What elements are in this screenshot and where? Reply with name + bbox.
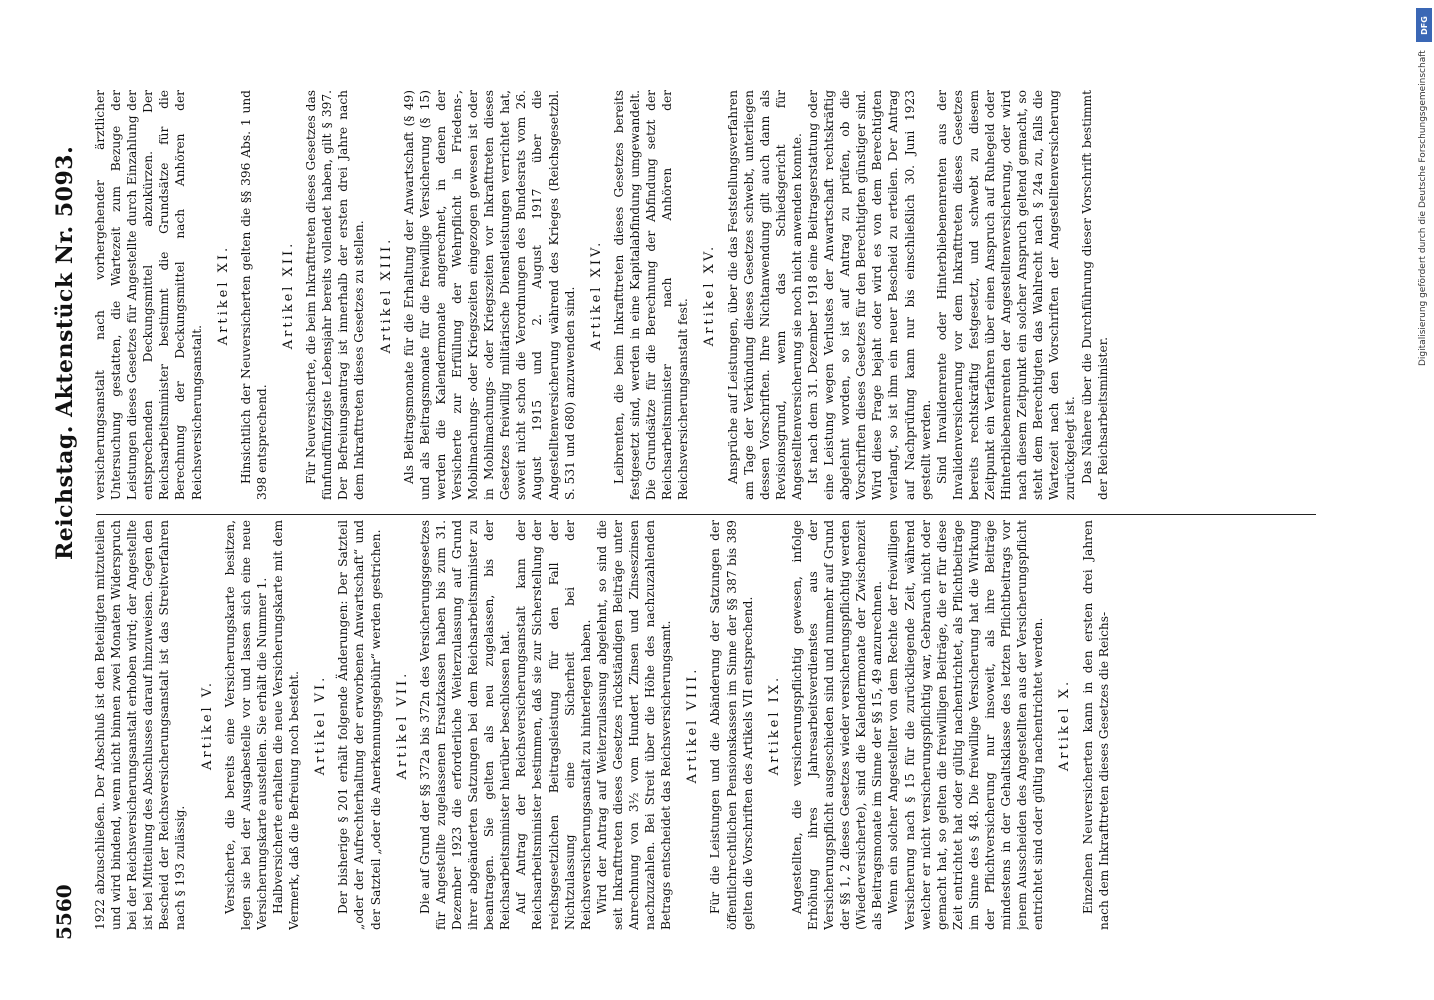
column-divider: [96, 514, 1316, 515]
funding-note: Digitalisierung gefördert durch die Deutsche Forschungsgemeinschaft: [1418, 50, 1428, 366]
paragraph: Einzelnen Neuversicherten kann in den ersten drei Jahren nach dem Inkrafttreten dieses Gesetzes die Reichs-: [1080, 520, 1111, 930]
article-heading: Artikel IX.: [766, 674, 782, 776]
paragraph: Halbversicherte erhalten die neue Versicherungskarte mit dem Vermerk, daß die Befreiung noch besteht.: [271, 520, 302, 930]
article-heading: Artikel XV.: [702, 243, 718, 347]
paragraph: Ist nach dem 31. Dezember 1918 eine Beitragserstattung oder eine Leistung wegen Verlustes der Anwartschaft rechtskräftig abgelehnt worden, so ist auf Antrag zu prüfen, ob die Vorschriften dieses Gesetzes für den Berechtigten günstiger sind. Wird diese Frage bejaht oder wird es von dem Berechtigten verlangt, so ist ihm ein neuer Bescheid zu erteilen. Der Antrag auf Nachprüfung kann nur bis einschließlich 30. Juni 1923 gestellt werden.: [805, 90, 933, 500]
article-heading: Artikel VIII.: [685, 666, 701, 784]
paragraph: Die auf Grund der §§ 372a bis 372n des Versicherungsgesetzes für Angestellte zugelassenen Ersatzkassen haben bis zum 31. Dezember 1923 die erforderliche Weiterzulassung auf Grund ihrer abgeänderten Satzungen bei dem Reichsarbeitsminister zu beantragen. Sie gelten als neu zugelassen, bis der Reichsarbeitsminister hierüber beschlossen hat.: [417, 520, 513, 930]
paragraph: Das Nähere über die Durchführung dieser Vorschrift bestimmt der Reichsarbeitsminister.: [1079, 90, 1110, 500]
paragraph: Sind Invalidenrente oder Hinterbliebenenrenten aus der Invalidenversicherung vor dem Inkrafttreten dieses Gesetzes bereits rechtskräftig festgesetzt, und schwebt zu diesem Zeitpunkt ein Verfahren über einen Anspruch auf Ruhegeld oder Hinterbliebenenrenten der Angestelltenversicherung, oder wird nach diesem Zeitpunkt ein solcher Anspruch geltend gemacht, so steht dem Berechtigten das Wahlrecht nach § 24a zu, falls die Wartezeit nach den Vorschriften der Angestelltenversicherung zurückgelegt ist.: [934, 90, 1078, 500]
paragraph: Der bisherige § 201 erhält folgende Änderungen: Der Satzteil „oder der Aufrechterhaltung der erworbenen Anwartschaft“ und der Satzteil „oder die Anerkennungsgebühr“ werden gestrichen.: [336, 520, 383, 930]
dfg-logo: DFG: [1416, 8, 1432, 42]
paragraph: Hinsichtlich der Neuversicherten gelten die §§ 396 Abs. 1 und 398 entsprechend.: [238, 90, 269, 500]
right-text-column: [92, 90, 1332, 500]
paragraph: 1922 abzuschließen. Der Abschluß ist den Beteiligten mitzuteilen und wird bindend, wenn nicht binnen zwei Monaten Widerspruch bei der Reichsversicherungsanstalt erhoben wird; der Angestellte ist bei Mitteilung des Abschlusses darauf hinzuweisen. Gegen den Bescheid der Reichsversicherungsanstalt ist das Streitverfahren nach § 193 zulässig.: [93, 520, 188, 930]
page-title: Reichstag. Aktenstück Nr. 5093.: [52, 145, 78, 560]
article-heading: Artikel XI.: [215, 244, 231, 346]
paragraph: Versicherte, die bereits eine Versicherungskarte besitzen, legen sie bei der Ausgabestelle vor und lassen sich eine neue Versicherungskarte ausstellen. Sie erhält die Nummer 1.: [222, 520, 269, 930]
left-text-column: [92, 520, 1332, 930]
article-heading: Artikel XIII.: [378, 236, 394, 354]
article-heading: Artikel V.: [199, 679, 215, 771]
paragraph: Als Beitragsmonate für die Erhaltung der Anwartschaft (§ 49) und als Beitragsmonate für die freiwillige Versicherung (§ 15) werden die Kalendermonate angerechnet, in denen der Versicherte zur Erfüllung der Wehrpflicht in Friedens-, Mobilmachungs- oder Kriegszeiten eingezogen gewesen ist oder in Mobilmachungs- oder Kriegszeiten vor Inkrafttreten dieses Gesetzes freiwillig militärische Dienstleistungen verrichtet hat, soweit nicht schon die Verordnungen des Bundesrats vom 26. August 1915 und 2. August 1917 über die Angestelltenversicherung während des Krieges (Reichsgesetzbl. S. 531 und 680) anzuwenden sind.: [401, 90, 577, 500]
paragraph: Für die Leistungen und die Abänderung der Satzungen der öffentlichrechtlichen Pensionskassen im Sinne der §§ 387 bis 389 gelten die Vorschriften des Artikels VII entsprechend.: [708, 520, 755, 930]
article-heading: Artikel VI.: [313, 674, 329, 776]
paragraph: Auf Antrag der Reichsversicherungsanstalt kann der Reichsarbeitsminister bestimmen, daß sie zur Sicherstellung der reichsgesetzlichen Beitragsleistung für den Fall der Nichtzulassung eine Sicherheit bei der Reichsversicherungsanstalt zu hinterlegen haben.: [514, 520, 593, 930]
article-heading: Artikel VII.: [394, 670, 410, 780]
paragraph: Für Neuversicherte, die beim Inkrafttreten dieses Gesetzes das fünfundfünfzigste Lebensjahr bereits vollendet haben, gilt § 397. Der Befreiungsantrag ist innerhalb der ersten drei Jahre nach dem Inkrafttreten dieses Gesetzes zu stellen.: [304, 90, 367, 500]
paragraph: versicherungsanstalt nach vorhergehender ärztlicher Untersuchung gestatten, die Wartezeit zum Bezuge der Leistungen dieses Gesetzes für Angestellte durch Einzahlung der entsprechenden Deckungsmittel abzukürzen. Der Reichsarbeitsminister bestimmt die Grundsätze für die Berechnung der Deckungsmittel nach Anhören der Reichsversicherungsanstalt.: [93, 90, 204, 500]
article-heading: Artikel X.: [1057, 678, 1073, 772]
paragraph: Wenn ein solcher Angestellter von dem Rechte der freiwilligen Versicherung nach § 15 für die zurückliegende Zeit, während welcher er nicht versicherungspflichtig war, Gebrauch nicht oder gemacht hat, so gelten die freiwilligen Beiträge, die er für diese Zeit entrichtet hat oder gültig nachentrichtet, als Pflichtbeiträge im Sinne des § 48. Die freiwillige Versicherung hat die Wirkung der Pflichtversicherung nur insoweit, als ihre Beiträge mindestens in der Gehaltsklasse des letzten Pflichtbeitrags vor jenem Ausscheiden des Angestellten aus der Versicherungspflicht entrichtet sind oder gültig nachentrichtet werden.: [886, 520, 1046, 930]
paragraph: Leibrenten, die beim Inkrafttreten dieses Gesetzes bereits festgesetzt sind, werden in eine Kapitalabfindung umgewandelt. Die Grundsätze für die Berechnung der Abfindung setzt der Reichsarbeitsminister nach Anhören der Reichsversicherungsanstalt fest.: [611, 90, 691, 500]
article-heading: Artikel XII.: [281, 240, 296, 350]
paragraph: Angestellten, die versicherungspflichtig gewesen, infolge Erhöhung ihres Jahresarbeitsverdienstes aus der Versicherungspflicht ausgeschieden sind und nunmehr auf Grund der §§ 1, 2 dieses Gesetzes wieder versicherungspflichtig werden (Wiederversicherte), sind die Kalendermonate der Zwischenzeit als Beitragsmonate im Sinne der §§ 15, 49 anzurechnen.: [789, 520, 885, 930]
article-heading: Artikel XIV.: [588, 239, 604, 351]
page-header: [52, 60, 92, 940]
paragraph: Wird der Antrag auf Weiterzulassung abgelehnt, so sind die seit Inkrafttreten dieses Gesetzes rückständigen Beiträge unter Anrechnung von 3½ vom Hundert Zinsen und Zinseszinsen nachzuzahlen. Bei Streit über die Höhe des nachzuzahlenden Betrags entscheidet das Reichsversicherungsamt.: [594, 520, 674, 930]
paragraph: Ansprüche auf Leistungen, über die das Feststellungsverfahren am Tage der Verkündung dieses Gesetzes schwebt, unterliegen dessen Vorschriften. Ihre Nichtanwendung gilt auch dann als Revisionsgrund, wenn das Schiedsgericht für Angestelltenversicherung sie noch nicht anwenden konnte.: [725, 90, 804, 500]
page-number: 5560: [52, 884, 76, 940]
